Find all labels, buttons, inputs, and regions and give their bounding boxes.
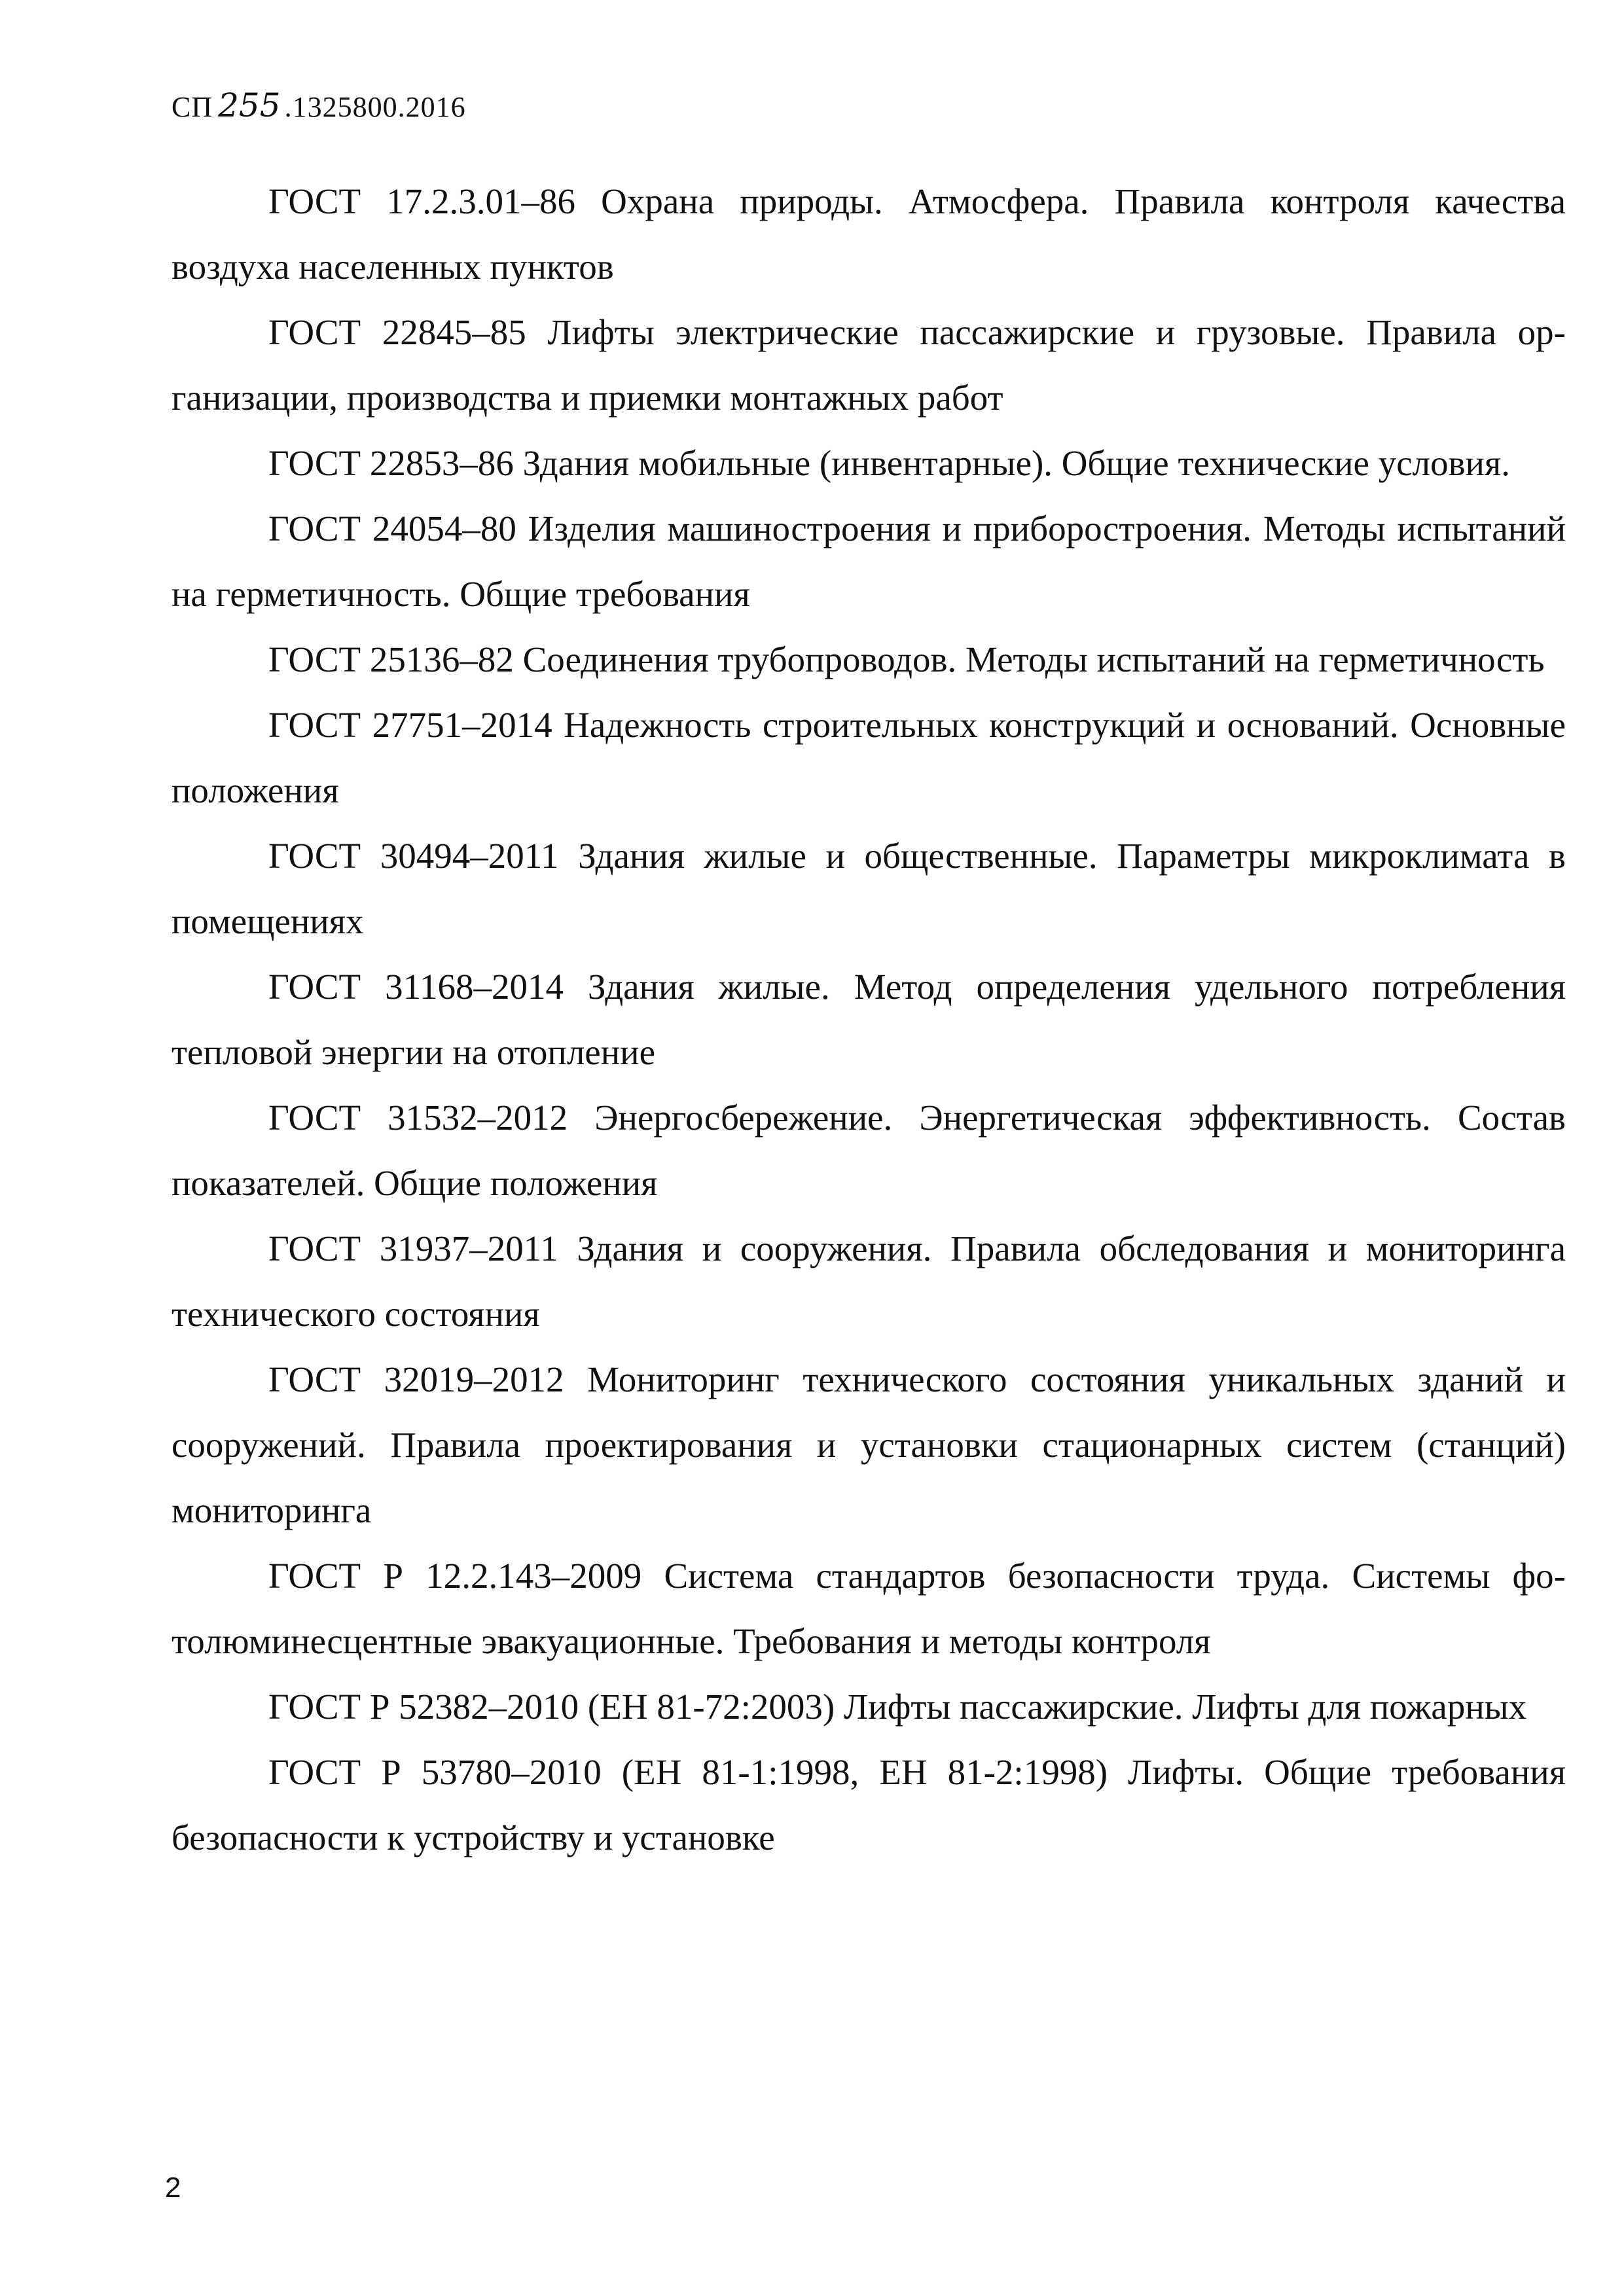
reference-item: ГОСТ 31168–2014 Здания жилые. Метод определения удельного потребления тепловой энергии на отопление bbox=[171, 967, 1566, 1072]
reference-item: ГОСТ 24054–80 Изделия машиностроения и приборостроения. Методы испытаний на герметичность. Общие требования bbox=[171, 509, 1566, 614]
reference-item: ГОСТ 31532–2012 Энергосбережение. Энергетическая эффективность. Состав показателей. Общие положения bbox=[171, 1098, 1566, 1203]
reference-item: ГОСТ 27751–2014 Надежность строительных конструкций и оснований. Основные положения bbox=[171, 705, 1566, 810]
reference-item: ГОСТ 32019–2012 Мониторинг технического состояния уникальных зданий и сооружений. Правила проектирования и установки стационарных систем (станций) мониторинга bbox=[171, 1359, 1566, 1530]
normative-references-list bbox=[171, 169, 1566, 1871]
reference-item: ГОСТ Р 53780–2010 (ЕН 81-1:1998, ЕН 81-2:1998) Лифты. Общие требования безопасности к устройству и установке bbox=[171, 1752, 1566, 1857]
reference-item: ГОСТ 30494–2011 Здания жилые и общественные. Параметры микроклимата в помещениях bbox=[171, 836, 1566, 941]
reference-item: ГОСТ 22853–86 Здания мобильные (инвентарные). Общие технические условия. bbox=[268, 443, 1511, 483]
page-number: 2 bbox=[165, 2172, 181, 2204]
reference-item: ГОСТ Р 52382–2010 (ЕН 81-72:2003) Лифты пассажирские. Лифты для пожарных bbox=[268, 1687, 1527, 1727]
reference-item: ГОСТ 31937–2011 Здания и сооружения. Правила обследования и мониторинга технического состояния bbox=[171, 1229, 1566, 1334]
reference-item: ГОСТ Р 12.2.143–2009 Система стандартов безопасности труда. Системы фотолюминесцентные эвакуационные. Требования и методы контроля bbox=[171, 1556, 1566, 1661]
handwritten-document-number: 255 bbox=[218, 86, 281, 124]
document-code-prefix: СП bbox=[171, 91, 213, 123]
reference-item: ГОСТ 22845–85 Лифты электрические пассажирские и грузовые. Правила организации, производства и приемки монтажных работ bbox=[171, 312, 1566, 418]
reference-item: ГОСТ 17.2.3.01–86 Охрана природы. Атмосфера. Правила контроля качества воздуха населенных пунктов bbox=[171, 181, 1566, 287]
document-code-header bbox=[171, 86, 466, 124]
document-code-suffix: .1325800.2016 bbox=[284, 91, 466, 123]
reference-item: ГОСТ 25136–82 Соединения трубопроводов. Методы испытаний на герметичность bbox=[268, 639, 1545, 679]
